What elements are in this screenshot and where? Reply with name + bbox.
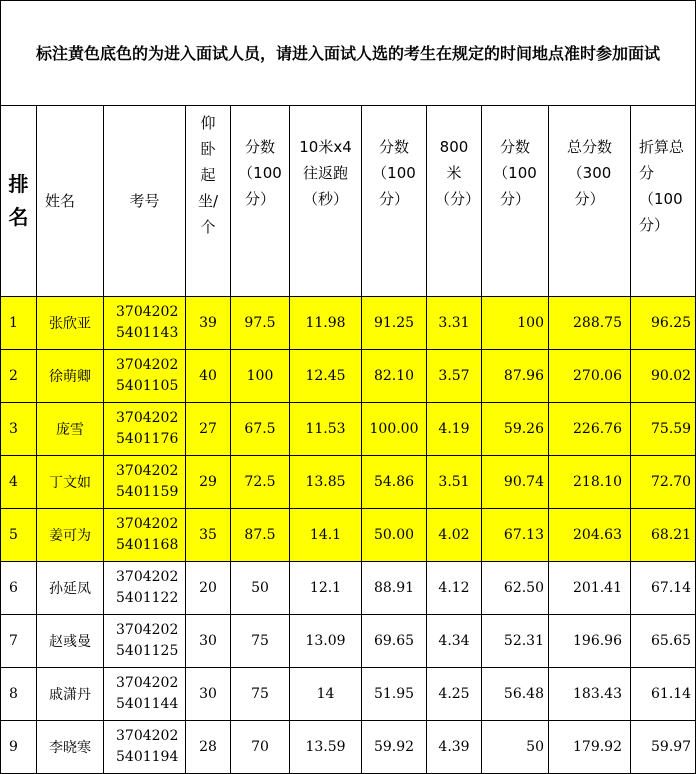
score1-cell: 50	[231, 562, 290, 615]
exam-id-cell	[104, 456, 186, 509]
total-cell: 288.75	[549, 297, 631, 350]
exam-id-part-2: 5401168	[116, 537, 179, 553]
converted-cell: 67.14	[631, 562, 696, 615]
exam-id-cell	[104, 297, 186, 350]
score2-cell: 54.86	[362, 456, 427, 509]
exam-id-part-1: 3704202	[116, 622, 179, 638]
situps-cell: 35	[186, 509, 231, 562]
table-row	[1, 456, 696, 509]
rank-cell: 1	[1, 297, 37, 350]
situps-cell: 30	[186, 615, 231, 668]
header-score1: 分数（100分）	[231, 106, 290, 297]
score3-cell: 52.31	[482, 615, 549, 668]
name-cell: 庞雪	[37, 403, 104, 456]
exam-id-part-2: 5401125	[116, 643, 179, 659]
header-total: 总分数（300分）	[549, 106, 631, 297]
exam-id-part-1: 3704202	[116, 569, 179, 585]
table-row	[1, 562, 696, 615]
table-row	[1, 350, 696, 403]
run800-cell: 4.39	[427, 721, 482, 774]
converted-cell: 59.97	[631, 721, 696, 774]
exam-id-cell	[104, 350, 186, 403]
converted-cell: 96.25	[631, 297, 696, 350]
score3-cell: 67.13	[482, 509, 549, 562]
run800-cell: 3.31	[427, 297, 482, 350]
situps-cell: 28	[186, 721, 231, 774]
converted-cell: 61.14	[631, 668, 696, 721]
score2-cell: 82.10	[362, 350, 427, 403]
shuttle-cell: 14	[290, 668, 362, 721]
table-row	[1, 403, 696, 456]
situps-cell: 20	[186, 562, 231, 615]
run800-cell: 4.02	[427, 509, 482, 562]
shuttle-cell: 11.53	[290, 403, 362, 456]
shuttle-cell: 12.1	[290, 562, 362, 615]
score1-cell: 87.5	[231, 509, 290, 562]
exam-id-part-1: 3704202	[116, 463, 179, 479]
name-cell: 姜可为	[37, 509, 104, 562]
exam-id-part-1: 3704202	[116, 728, 179, 744]
header-rank: 排名	[1, 106, 37, 297]
header-800m: 800米（分）	[427, 106, 482, 297]
score3-cell: 90.74	[482, 456, 549, 509]
situps-cell: 39	[186, 297, 231, 350]
total-cell: 201.41	[549, 562, 631, 615]
rank-cell: 9	[1, 721, 37, 774]
header-name: 姓名	[37, 106, 104, 297]
score1-cell: 75	[231, 668, 290, 721]
score3-cell: 50	[482, 721, 549, 774]
score1-cell: 70	[231, 721, 290, 774]
exam-id-part-1: 3704202	[116, 410, 179, 426]
score2-cell: 91.25	[362, 297, 427, 350]
name-cell: 赵彧曼	[37, 615, 104, 668]
header-exam-id: 考号	[104, 106, 186, 297]
exam-id-cell	[104, 509, 186, 562]
rank-cell: 3	[1, 403, 37, 456]
exam-id-cell	[104, 668, 186, 721]
score2-cell: 51.95	[362, 668, 427, 721]
table-row	[1, 509, 696, 562]
run800-cell: 3.57	[427, 350, 482, 403]
name-cell: 李晓寒	[37, 721, 104, 774]
score3-cell: 87.96	[482, 350, 549, 403]
score2-cell: 69.65	[362, 615, 427, 668]
converted-cell: 90.02	[631, 350, 696, 403]
score3-cell: 100	[482, 297, 549, 350]
rank-cell: 8	[1, 668, 37, 721]
score1-cell: 72.5	[231, 456, 290, 509]
header-score3: 分数（100分）	[482, 106, 549, 297]
exam-id-cell	[104, 615, 186, 668]
rank-cell: 6	[1, 562, 37, 615]
exam-id-part-2: 5401159	[116, 484, 179, 500]
exam-id-part-1: 3704202	[116, 516, 179, 532]
score2-cell: 88.91	[362, 562, 427, 615]
exam-id-part-2: 5401176	[116, 431, 179, 447]
total-cell: 270.06	[549, 350, 631, 403]
table-row	[1, 668, 696, 721]
run800-cell: 4.19	[427, 403, 482, 456]
exam-id-part-2: 5401143	[116, 325, 179, 341]
rank-cell: 4	[1, 456, 37, 509]
table-row	[1, 721, 696, 774]
converted-cell: 65.65	[631, 615, 696, 668]
score2-cell: 50.00	[362, 509, 427, 562]
name-cell: 戚潇丹	[37, 668, 104, 721]
score2-cell: 100.00	[362, 403, 427, 456]
score3-cell: 59.26	[482, 403, 549, 456]
exam-id-cell	[104, 403, 186, 456]
exam-id-part-1: 3704202	[116, 675, 179, 691]
situps-cell: 29	[186, 456, 231, 509]
header-score2: 分数（100分）	[362, 106, 427, 297]
situps-cell: 27	[186, 403, 231, 456]
run800-cell: 4.34	[427, 615, 482, 668]
header-row	[1, 106, 696, 297]
name-cell: 徐萌卿	[37, 350, 104, 403]
shuttle-cell: 12.45	[290, 350, 362, 403]
rank-cell: 2	[1, 350, 37, 403]
shuttle-cell: 13.09	[290, 615, 362, 668]
run800-cell: 3.51	[427, 456, 482, 509]
page-title: 标注黄色底色的为进入面试人员，请进入面试人选的考生在规定的时间地点准时参加面试	[1, 1, 696, 106]
exam-id-part-1: 3704202	[116, 304, 179, 320]
table-row	[1, 615, 696, 668]
header-converted: 折算总分（100分）	[631, 106, 696, 297]
score1-cell: 97.5	[231, 297, 290, 350]
total-cell: 226.76	[549, 403, 631, 456]
header-shuttle-run: 10米x4往返跑（秒）	[290, 106, 362, 297]
rank-cell: 7	[1, 615, 37, 668]
total-cell: 204.63	[549, 509, 631, 562]
name-cell: 张欣亚	[37, 297, 104, 350]
name-cell: 丁文如	[37, 456, 104, 509]
situps-cell: 30	[186, 668, 231, 721]
score1-cell: 75	[231, 615, 290, 668]
exam-id-part-2: 5401122	[116, 590, 179, 606]
total-cell: 196.96	[549, 615, 631, 668]
shuttle-cell: 11.98	[290, 297, 362, 350]
score1-cell: 100	[231, 350, 290, 403]
rank-cell: 5	[1, 509, 37, 562]
converted-cell: 75.59	[631, 403, 696, 456]
exam-id-part-1: 3704202	[116, 357, 179, 373]
header-situps: 仰卧起坐/个	[186, 106, 231, 297]
score3-cell: 62.50	[482, 562, 549, 615]
total-cell: 218.10	[549, 456, 631, 509]
exam-id-part-2: 5401105	[116, 378, 179, 394]
total-cell: 183.43	[549, 668, 631, 721]
score3-cell: 56.48	[482, 668, 549, 721]
converted-cell: 72.70	[631, 456, 696, 509]
run800-cell: 4.12	[427, 562, 482, 615]
score1-cell: 67.5	[231, 403, 290, 456]
exam-id-part-2: 5401194	[116, 749, 179, 765]
table-row	[1, 297, 696, 350]
situps-cell: 40	[186, 350, 231, 403]
exam-id-cell	[104, 721, 186, 774]
total-cell: 179.92	[549, 721, 631, 774]
converted-cell: 68.21	[631, 509, 696, 562]
shuttle-cell: 13.59	[290, 721, 362, 774]
exam-id-cell	[104, 562, 186, 615]
shuttle-cell: 13.85	[290, 456, 362, 509]
shuttle-cell: 14.1	[290, 509, 362, 562]
exam-id-part-2: 5401144	[116, 696, 179, 712]
score2-cell: 59.92	[362, 721, 427, 774]
name-cell: 孙延凤	[37, 562, 104, 615]
run800-cell: 4.25	[427, 668, 482, 721]
